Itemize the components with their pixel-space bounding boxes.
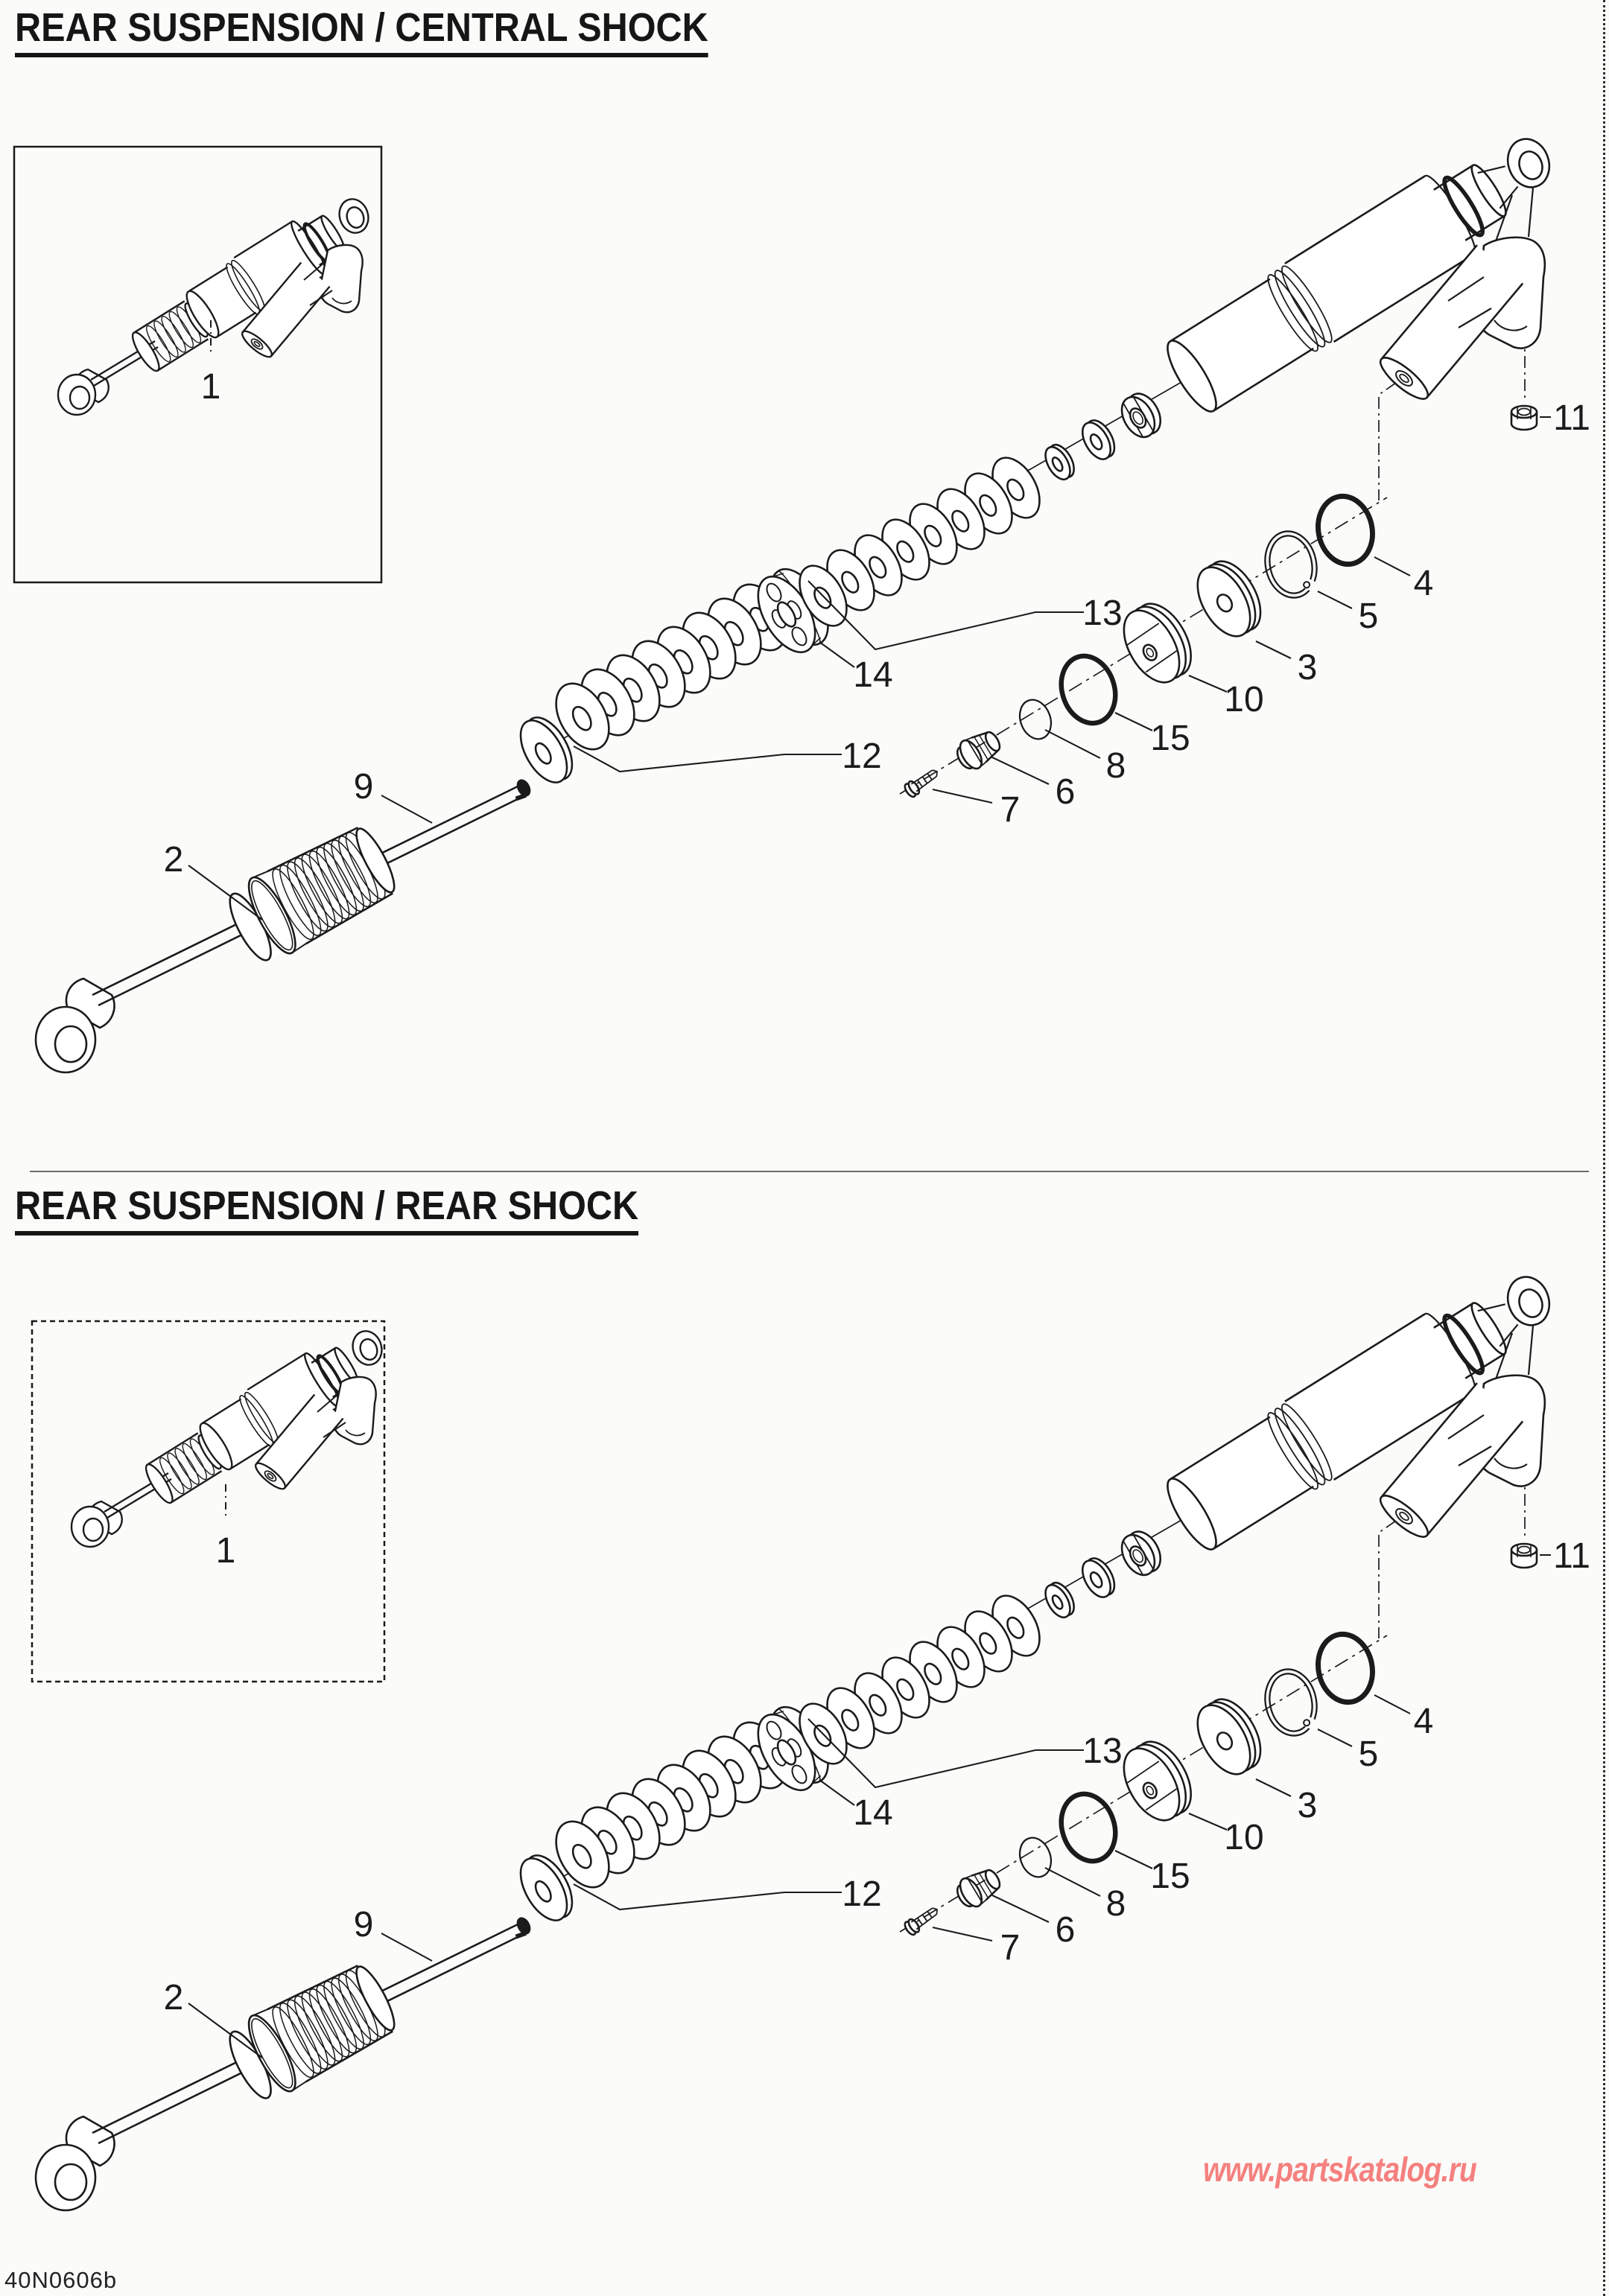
rear-shock-section bbox=[32, 1271, 1590, 2210]
part-label-1-central: 1 bbox=[200, 367, 221, 407]
footer-drawing-code: 40N0606b bbox=[4, 2267, 118, 2293]
rear-shock-assembled-view bbox=[72, 1327, 386, 1547]
part-label-1-rear: 1 bbox=[215, 1531, 236, 1571]
central-shock-inset-box bbox=[14, 147, 381, 582]
section-title-rear-shock: REAR SUSPENSION / REAR SHOCK bbox=[15, 1186, 638, 1236]
central-shock-section bbox=[14, 133, 1590, 1072]
watermark-text: www.partskatalog.ru bbox=[1203, 2150, 1476, 2189]
section-title-central-shock: REAR SUSPENSION / CENTRAL SHOCK bbox=[15, 7, 708, 57]
